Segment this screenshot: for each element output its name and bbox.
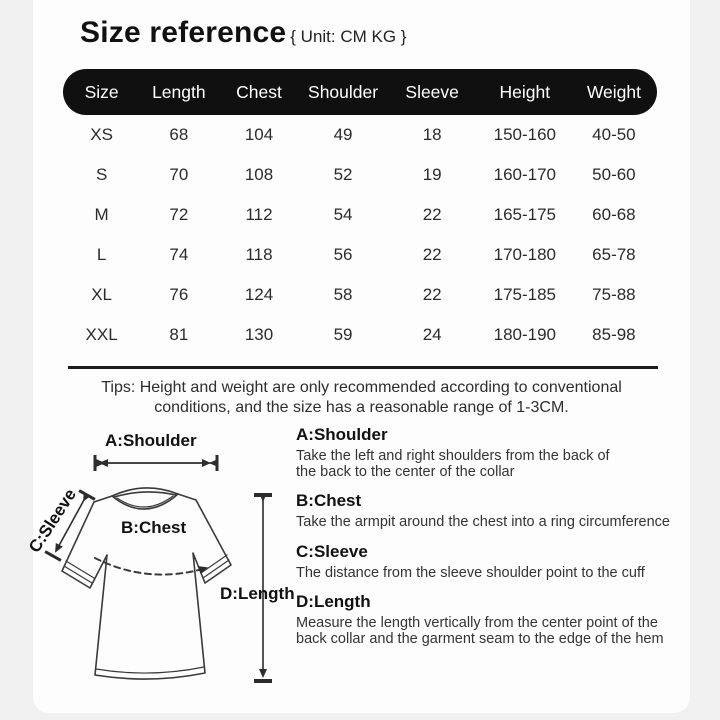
unit-note: { Unit: CM KG } — [290, 27, 407, 46]
legend-length-line1: Measure the length vertically from the center point of the — [296, 615, 658, 631]
table-cell: 56 — [333, 245, 353, 264]
table-cell: 22 — [422, 205, 442, 224]
table-row — [63, 195, 657, 235]
table-cell: 130 — [244, 325, 274, 344]
legend-shoulder — [296, 425, 696, 480]
shoulder-arrow — [95, 455, 217, 471]
diagram-length-label: D:Length — [220, 584, 295, 603]
column-header: Height — [499, 81, 551, 102]
column-header: Weight — [586, 81, 641, 102]
table-cell: 160-170 — [493, 165, 556, 184]
table-cell: 59 — [333, 325, 353, 344]
measurement-legend — [296, 425, 696, 658]
legend-chest — [296, 491, 696, 531]
legend-length — [296, 592, 696, 647]
table-cell: 60-68 — [592, 205, 636, 224]
section-divider — [68, 366, 658, 369]
table-cell: L — [96, 245, 107, 264]
size-table — [63, 69, 657, 355]
table-cell: 175-185 — [493, 285, 556, 304]
column-header: Sleeve — [405, 81, 459, 102]
table-cell: 40-50 — [592, 125, 636, 144]
tips-line-2: conditions, and the size has a reasonable range of 1-3CM. — [154, 399, 569, 416]
table-cell: XL — [91, 285, 112, 304]
table-cell: 68 — [169, 125, 189, 144]
diagram-sleeve-label: C:Sleeve — [24, 485, 81, 557]
tshirt-measurement-diagram — [43, 423, 293, 703]
size-table-header — [63, 69, 657, 115]
legend-shoulder-line2: the back to the center of the collar — [296, 463, 515, 480]
size-reference-card — [24, 0, 690, 713]
table-row — [63, 235, 657, 275]
table-cell: 165-175 — [493, 205, 556, 224]
legend-shoulder-line1: Take the left and right shoulders from the back of — [296, 448, 610, 464]
table-cell: 58 — [333, 285, 353, 304]
table-cell: 112 — [245, 205, 273, 224]
table-cell: 180-190 — [493, 325, 556, 344]
table-row — [63, 275, 657, 315]
column-header: Shoulder — [308, 81, 379, 102]
table-cell: 18 — [422, 125, 442, 144]
table-cell: S — [95, 165, 108, 184]
table-cell: 65-78 — [592, 245, 636, 264]
table-cell: 85-98 — [592, 325, 636, 344]
table-cell: 75-88 — [592, 285, 636, 304]
table-cell: 81 — [169, 325, 189, 344]
table-cell: 22 — [422, 245, 442, 264]
legend-sleeve — [296, 542, 696, 582]
table-cell: 108 — [244, 165, 274, 184]
table-cell: 150-160 — [493, 125, 556, 144]
legend-length-heading: D:Length — [296, 592, 371, 611]
legend-sleeve-heading: C:Sleeve — [296, 541, 368, 561]
legend-shoulder-heading: A:Shoulder — [296, 425, 388, 444]
table-cell: 170-180 — [493, 245, 556, 264]
column-header: Length — [152, 81, 206, 102]
table-cell: 24 — [422, 325, 442, 344]
measurement-guide — [24, 423, 690, 706]
tips-line-1: Tips: Height and weight are only recommended according to conventional — [101, 379, 622, 396]
table-cell: 22 — [422, 285, 442, 304]
legend-chest-line1: Take the armpit around the chest into a ring circumference — [296, 514, 670, 530]
chest-dashed-arrow — [95, 558, 206, 575]
table-cell: 50-60 — [592, 165, 636, 184]
legend-length-line2: back collar and the garment seam to the edge of the hem — [296, 630, 664, 647]
table-cell: 104 — [244, 125, 274, 144]
column-header: Chest — [236, 81, 282, 102]
size-table-body — [63, 115, 657, 355]
title-row — [33, 0, 690, 54]
table-cell: 124 — [244, 285, 274, 304]
legend-sleeve-line1: The distance from the sleeve shoulder point to the cuff — [296, 564, 645, 581]
table-row — [63, 315, 657, 355]
tshirt-drawing — [62, 488, 231, 679]
table-cell: XS — [90, 125, 113, 144]
table-cell: 76 — [169, 285, 189, 304]
table-row — [63, 155, 657, 195]
table-cell: XXL — [85, 325, 118, 344]
table-cell: M — [94, 205, 109, 224]
diagram-shoulder-label: A:Shoulder — [105, 431, 197, 450]
table-cell: 74 — [169, 245, 189, 264]
column-header: Size — [84, 81, 119, 102]
table-cell: 72 — [169, 205, 189, 224]
diagram-chest-label: B:Chest — [121, 518, 187, 537]
table-cell: 52 — [333, 165, 353, 184]
table-cell: 49 — [333, 125, 353, 144]
tips-note — [33, 378, 690, 418]
table-cell: 118 — [245, 245, 273, 264]
table-cell: 19 — [422, 165, 442, 184]
page-title: Size reference — [80, 16, 287, 49]
legend-chest-heading: B:Chest — [296, 491, 362, 510]
table-cell: 54 — [333, 205, 353, 224]
table-cell: 70 — [169, 165, 189, 184]
table-row — [63, 115, 657, 155]
